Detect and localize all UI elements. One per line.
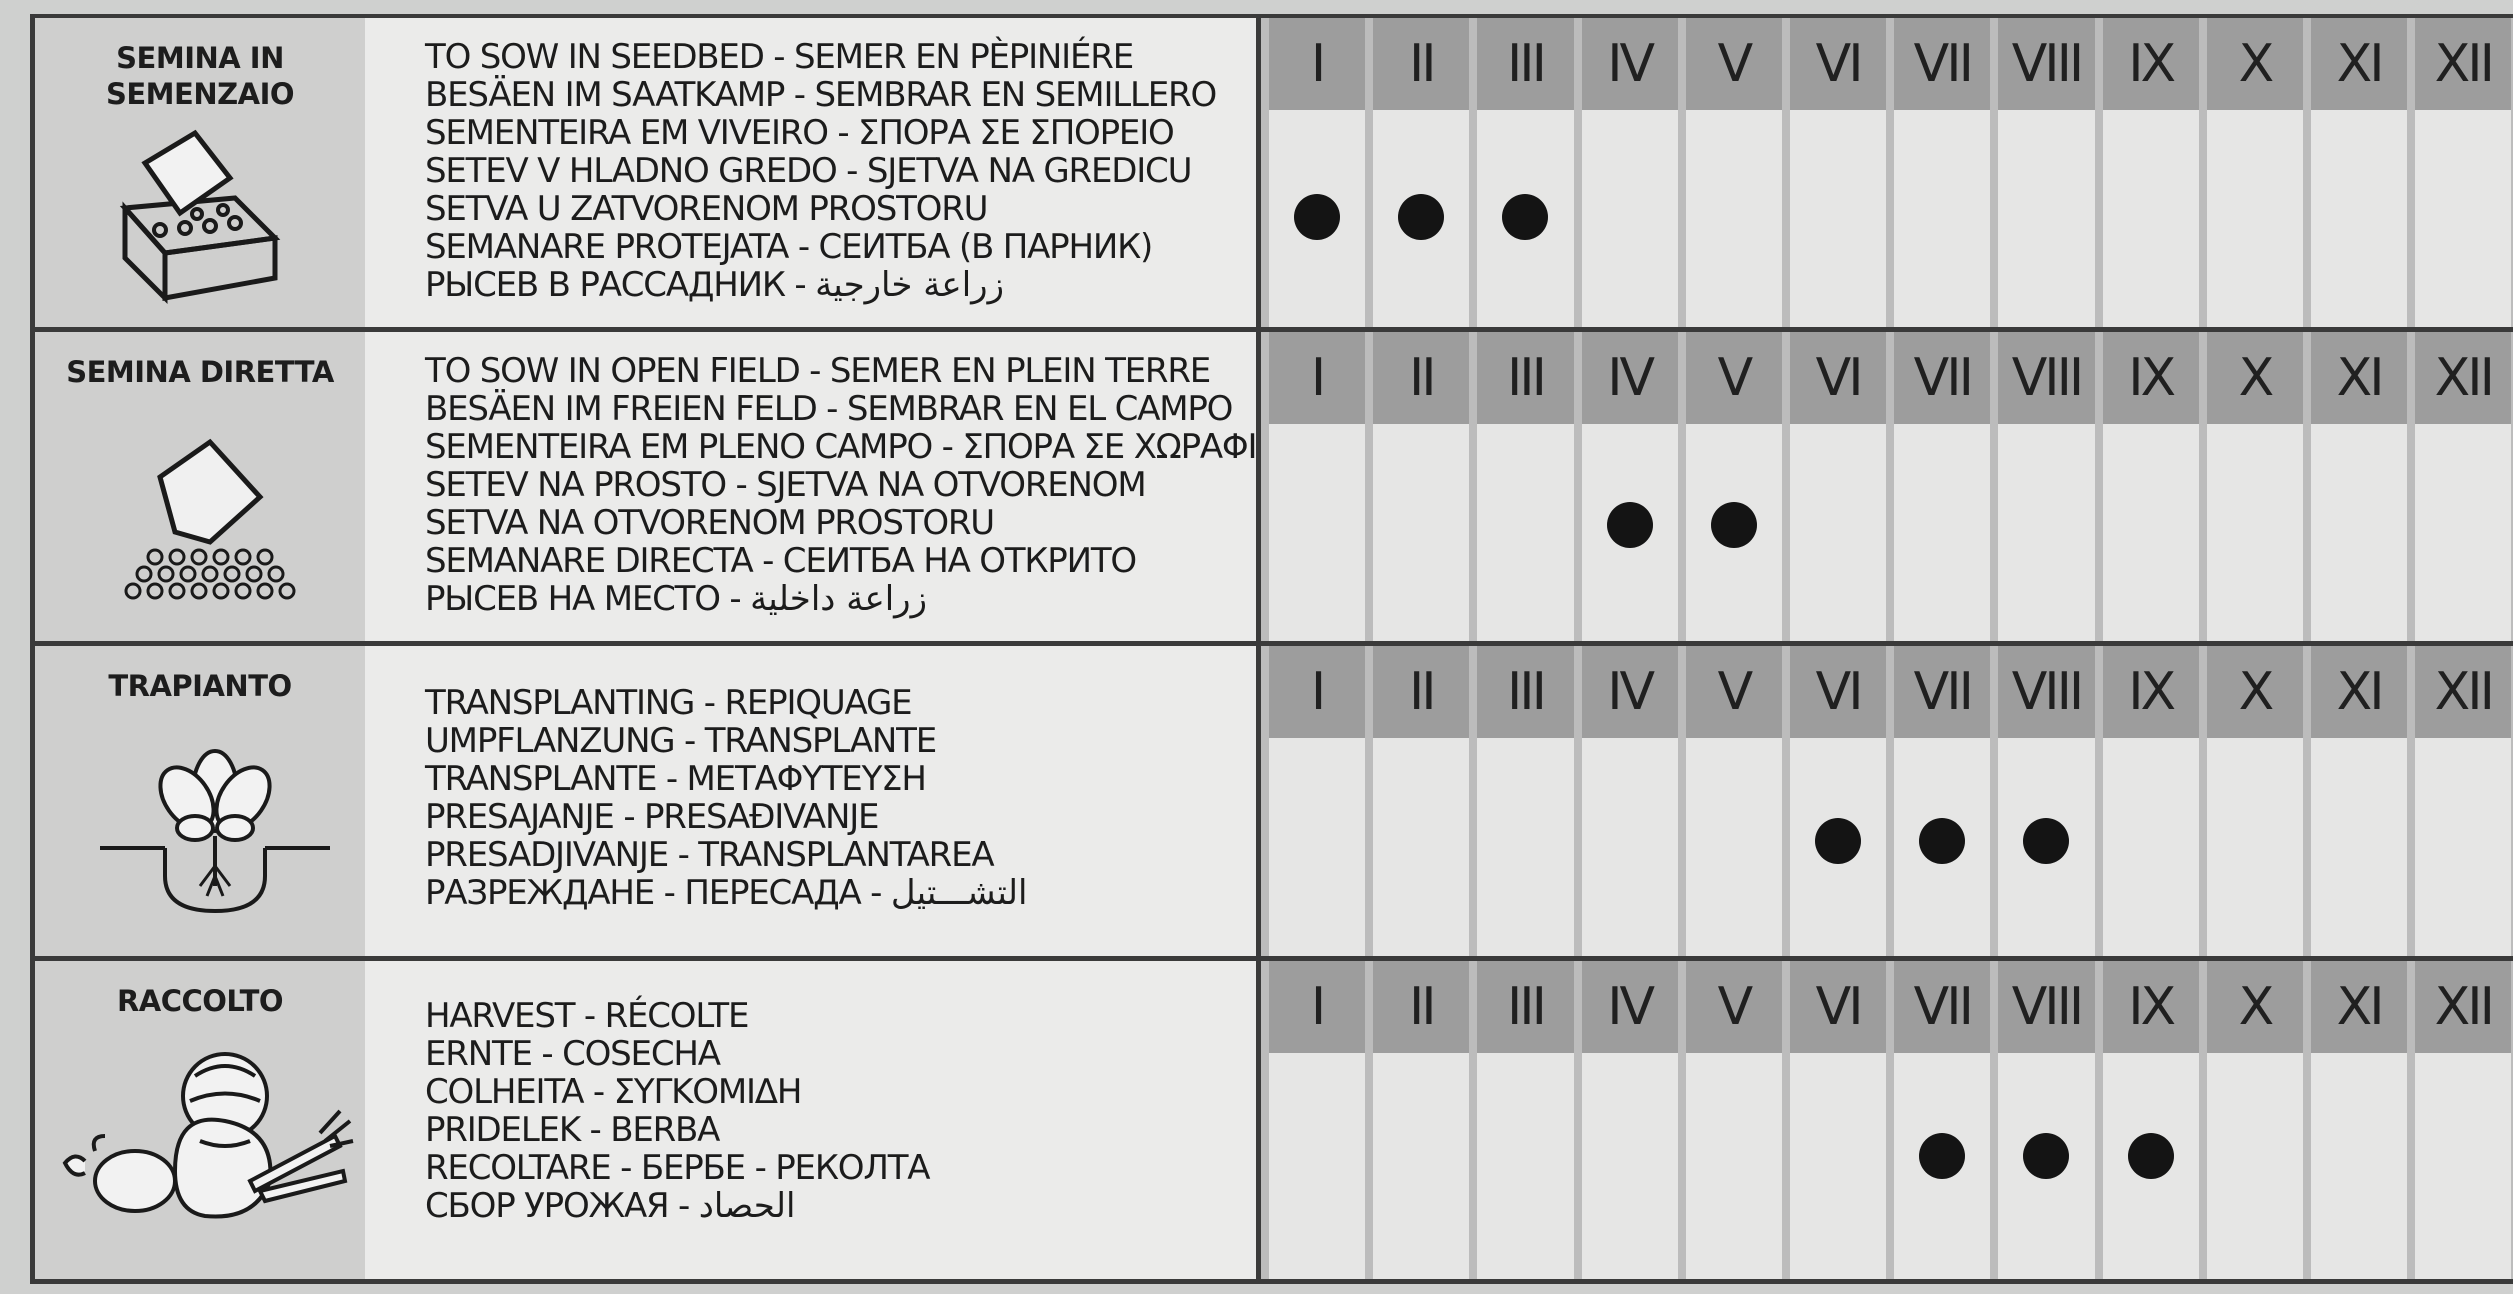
month-column-V: [1686, 961, 1782, 1279]
month-label: VIII: [1998, 332, 2094, 424]
month-label: V: [1686, 18, 1782, 110]
active-month-dot: [1815, 818, 1861, 864]
month-label: XII: [2415, 646, 2511, 738]
month-label: VIII: [1998, 961, 2094, 1053]
month-label: II: [1373, 18, 1469, 110]
direct-sowing-seeds-icon: [100, 422, 310, 612]
month-column-IX: [2103, 18, 2199, 327]
translation-line: TO SOW IN OPEN FIELD - SEMER EN PLEIN TERRE: [425, 351, 1211, 391]
month-column-II: [1373, 961, 1469, 1279]
month-label: VI: [1790, 961, 1886, 1053]
month-column-XII: [2415, 961, 2511, 1279]
month-column-VII: [1894, 646, 1990, 956]
translation-line: РАЗРЕЖДАНЕ - ПЕРЕСАДА - التشـــتيل: [425, 873, 1028, 913]
section-label-panel: [35, 332, 1261, 641]
month-column-VIII: [1998, 961, 2094, 1279]
active-month-dot: [1919, 1133, 1965, 1179]
month-label: X: [2207, 332, 2303, 424]
month-label: IX: [2103, 332, 2199, 424]
translation-line: SETEV NA PROSTO - SJETVA NA OTVORENOM: [425, 465, 1146, 505]
translation-line: BESÄEN IM FREIEN FELD - SEMBRAR EN EL CAMPO: [425, 389, 1233, 429]
active-month-dot: [1502, 194, 1548, 240]
active-month-dot: [1607, 502, 1653, 548]
month-label: XI: [2311, 332, 2407, 424]
translation-line: РЫСЕВ НА МЕСТО - زراعة داخلية: [425, 579, 928, 619]
translation-line: РЫСЕВ В РАССАДНИК - زراعة خارجية: [425, 265, 1004, 305]
month-label: X: [2207, 961, 2303, 1053]
month-label: IX: [2103, 646, 2199, 738]
month-label: IX: [2103, 18, 2199, 110]
month-column-VIII: [1998, 18, 2094, 327]
section-transplanting: [35, 646, 2513, 961]
active-month-dot: [1398, 194, 1444, 240]
month-column-I: [1269, 332, 1365, 641]
active-month-dot: [1294, 194, 1340, 240]
month-column-XII: [2415, 332, 2511, 641]
translations-list: [425, 684, 1245, 912]
active-month-dot: [1711, 502, 1757, 548]
month-column-II: [1373, 332, 1469, 641]
translation-line: RECOLTARE - БЕРБЕ - РЕКОЛТА: [425, 1148, 930, 1188]
active-month-dot: [2128, 1133, 2174, 1179]
month-label: V: [1686, 961, 1782, 1053]
month-column-IX: [2103, 961, 2199, 1279]
translations-list: [425, 351, 1257, 619]
month-column-X: [2207, 646, 2303, 956]
section-seedbed: [35, 18, 2513, 332]
month-label: I: [1269, 961, 1365, 1053]
month-label: I: [1269, 332, 1365, 424]
month-column-IX: [2103, 332, 2199, 641]
translation-line: BESÄEN IM SAATKAMP - SEMBRAR EN SEMILLERO: [425, 75, 1217, 115]
category-title: RACCOLTO: [116, 984, 284, 1018]
month-label: VI: [1790, 332, 1886, 424]
month-column-XI: [2311, 18, 2407, 327]
category-title: SEMINA IN SEMENZAIO: [105, 41, 295, 111]
month-column-VIII: [1998, 646, 2094, 956]
month-label: VIII: [1998, 18, 2094, 110]
translation-line: ERNTE - COSECHA: [425, 1034, 720, 1074]
month-label: IV: [1582, 646, 1678, 738]
category-title: SEMINA DIRETTA: [66, 355, 334, 389]
month-label: III: [1477, 18, 1573, 110]
translation-line: TRANSPLANTING - REPIQUAGE: [425, 683, 912, 723]
month-column-II: [1373, 18, 1469, 327]
month-column-IV: [1582, 18, 1678, 327]
month-label: X: [2207, 646, 2303, 738]
month-column-V: [1686, 332, 1782, 641]
category-title: TRAPIANTO: [108, 669, 292, 703]
month-column-X: [2207, 961, 2303, 1279]
month-label: VII: [1894, 18, 1990, 110]
month-column-VI: [1790, 18, 1886, 327]
month-label: III: [1477, 961, 1573, 1053]
month-label: VII: [1894, 961, 1990, 1053]
translation-line: SETEV V HLADNO GREDO - SJETVA NA GREDICU: [425, 151, 1192, 191]
translation-line: SEMENTEIRA EM PLENO CAMPO - ΣΠΟΡΑ ΣΕ ΧΩΡΑΦΙ: [425, 427, 1257, 467]
month-column-VII: [1894, 961, 1990, 1279]
month-column-V: [1686, 18, 1782, 327]
month-column-III: [1477, 18, 1573, 327]
month-label: VII: [1894, 332, 1990, 424]
month-label: IV: [1582, 332, 1678, 424]
translation-line: UMPFLANZUNG - TRANSPLANTE: [425, 721, 936, 761]
month-column-XI: [2311, 646, 2407, 956]
month-column-I: [1269, 646, 1365, 956]
month-label: XI: [2311, 646, 2407, 738]
month-label: X: [2207, 18, 2303, 110]
month-column-IV: [1582, 332, 1678, 641]
month-label: III: [1477, 332, 1573, 424]
month-column-I: [1269, 18, 1365, 327]
month-column-VI: [1790, 646, 1886, 956]
month-label: VII: [1894, 646, 1990, 738]
translation-line: SETVA NA OTVORENOM PROSTORU: [425, 503, 994, 543]
translation-line: PRIDELEK - BERBA: [425, 1110, 720, 1150]
month-label: IX: [2103, 961, 2199, 1053]
translation-line: TRANSPLANTE - ΜΕΤΑΦΥΤΕΥΣΗ: [425, 759, 926, 799]
month-label: II: [1373, 646, 1469, 738]
month-column-I: [1269, 961, 1365, 1279]
month-column-IX: [2103, 646, 2199, 956]
month-column-VIII: [1998, 332, 2094, 641]
translation-line: SEMANARE PROTEJATA - СЕИТБА (В ПАРНИК): [425, 227, 1153, 267]
translation-line: PRESAJANJE - PRESAĐIVANJE: [425, 797, 879, 837]
month-label: XI: [2311, 18, 2407, 110]
month-column-VI: [1790, 961, 1886, 1279]
month-label: VIII: [1998, 646, 2094, 738]
month-column-III: [1477, 332, 1573, 641]
month-column-VII: [1894, 332, 1990, 641]
section-harvest: [35, 961, 2513, 1284]
transplant-seedling-icon: [95, 736, 335, 926]
month-label: IV: [1582, 961, 1678, 1053]
month-column-X: [2207, 332, 2303, 641]
month-column-III: [1477, 646, 1573, 956]
section-label-panel: [35, 18, 1261, 327]
month-column-XII: [2415, 646, 2511, 956]
month-column-X: [2207, 18, 2303, 327]
translations-list: [425, 38, 1245, 304]
month-label: VI: [1790, 646, 1886, 738]
active-month-dot: [1919, 818, 1965, 864]
month-label: VI: [1790, 18, 1886, 110]
month-label: V: [1686, 646, 1782, 738]
translation-line: SEMENTEIRA EM VIVEIRO - ΣΠΟΡΑ ΣΕ ΣΠΟΡΕΙΟ: [425, 113, 1174, 153]
section-direct-sowing: [35, 332, 2513, 646]
translation-line: СБОР УРОЖАЯ - الحصاد: [425, 1186, 796, 1226]
month-label: XII: [2415, 18, 2511, 110]
month-label: III: [1477, 646, 1573, 738]
month-column-XI: [2311, 961, 2407, 1279]
month-column-IV: [1582, 961, 1678, 1279]
month-column-VII: [1894, 18, 1990, 327]
section-label-panel: [35, 646, 1261, 956]
month-column-III: [1477, 961, 1573, 1279]
translation-line: PRESADJIVANJE - TRANSPLANTAREA: [425, 835, 994, 875]
translation-line: SEMANARE DIRECTA - СЕИТБА НА ОТКРИТО: [425, 541, 1136, 581]
month-label: II: [1373, 961, 1469, 1053]
month-column-II: [1373, 646, 1469, 956]
month-label: V: [1686, 332, 1782, 424]
harvest-vegetables-icon: [55, 1041, 355, 1231]
month-label: II: [1373, 332, 1469, 424]
month-label: XI: [2311, 961, 2407, 1053]
translation-line: HARVEST - RÉCOLTE: [425, 996, 749, 1036]
month-column-V: [1686, 646, 1782, 956]
section-label-panel: [35, 961, 1261, 1279]
month-column-XII: [2415, 18, 2511, 327]
month-column-XI: [2311, 332, 2407, 641]
active-month-dot: [2023, 1133, 2069, 1179]
month-label: XII: [2415, 332, 2511, 424]
translations-list: [425, 997, 1245, 1225]
active-month-dot: [2023, 818, 2069, 864]
sowing-calendar-sheet: [30, 14, 2513, 1284]
translation-line: TO SOW IN SEEDBED - SEMER EN PÈPINIÉRE: [425, 37, 1133, 77]
seedbed-box-icon: [105, 118, 305, 308]
month-label: I: [1269, 646, 1365, 738]
month-column-VI: [1790, 332, 1886, 641]
month-label: XII: [2415, 961, 2511, 1053]
month-label: IV: [1582, 18, 1678, 110]
translation-line: SETVA U ZATVORENOM PROSTORU: [425, 189, 988, 229]
month-column-IV: [1582, 646, 1678, 956]
month-label: I: [1269, 18, 1365, 110]
translation-line: COLHEITA - ΣΥΓΚΟΜΙΔΗ: [425, 1072, 802, 1112]
